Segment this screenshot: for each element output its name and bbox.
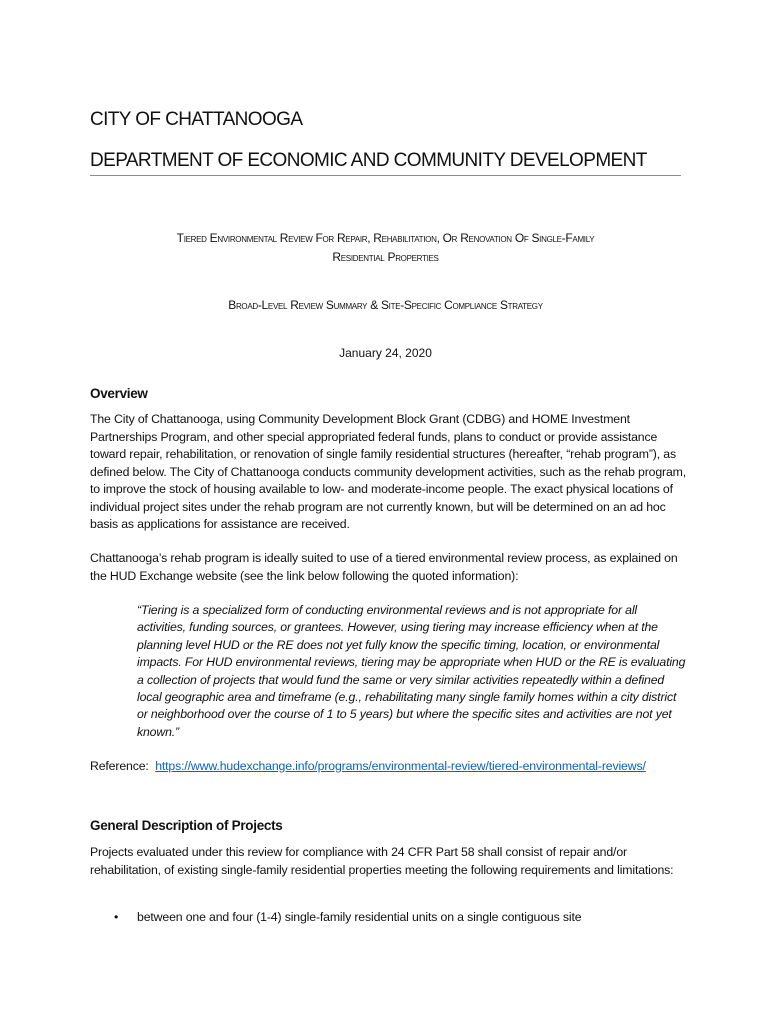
list-item: between one and four (1-4) single-family residential units on a single contiguous site: [137, 910, 582, 924]
reference-label: Reference:: [90, 759, 149, 773]
document-title-line-2: Residential Properties: [332, 250, 439, 264]
overview-heading: Overview: [90, 386, 148, 401]
hud-quote: “Tiering is a specialized form of conducting environmental reviews and is not appropriate for all activities, funding sources, or grantees. However, using tiering may increase efficiency when at the planning level HUD or the RE does not yet fully know the specific timing, location, or environmental impacts. For HUD environmental reviews, tiering may be appropriate when HUD or the RE is evaluating a collection of projects that would fund the same or very similar activities repeatedly within a defined local geographic area and timeframe (e.g., rehabilitating many single family homes within a city district or neighborhood over the course of 1 to 5 years) but where the specific sites and activities are not yet known.”: [137, 603, 686, 739]
reference-line: [90, 758, 690, 776]
document-date: January 24, 2020: [339, 346, 432, 360]
general-description-heading: General Description of Projects: [90, 818, 283, 833]
overview-paragraph-2: Chattanooga’s rehab program is ideally suited to use of a tiered environmental review process, as explained on the HUD Exchange website (see the link below following the quoted information):: [90, 551, 678, 583]
document-subtitle: Broad-Level Review Summary & Site-Specific Compliance Strategy: [228, 298, 543, 312]
bullet-icon: •: [114, 910, 119, 924]
document-title-line-1: Tiered Environmental Review For Repair, Rehabilitation, Or Renovation Of Single-Family: [176, 231, 595, 245]
city-name: CITY OF CHATTANOOGA: [90, 109, 303, 130]
department-name: DEPARTMENT OF ECONOMIC AND COMMUNITY DEVELOPMENT: [90, 150, 647, 171]
reference-link[interactable]: https://www.hudexchange.info/programs/environmental-review/tiered-environmental-reviews/: [155, 759, 646, 773]
general-description-paragraph: Projects evaluated under this review for compliance with 24 CFR Part 58 shall consist of repair and/or rehabilitation, of existing single-family residential properties meeting the following requirements and limitations:: [90, 845, 674, 877]
overview-paragraph-1: The City of Chattanooga, using Community Development Block Grant (CDBG) and HOME Investment Partnerships Program, and other special appropriated federal funds, plans to conduct or provide assistance toward repair, rehabilitation, or renovation of single family residential structures (hereafter, “rehab program”), as defined below. The City of Chattanooga conducts community development activities, such as the rehab program, to improve the stock of housing available to low- and moderate-income people. The exact physical locations of individual project sites under the rehab program are not currently known, but will be determined on an ad hoc basis as applications for assistance are received.: [90, 412, 687, 531]
header-divider: [90, 175, 681, 176]
